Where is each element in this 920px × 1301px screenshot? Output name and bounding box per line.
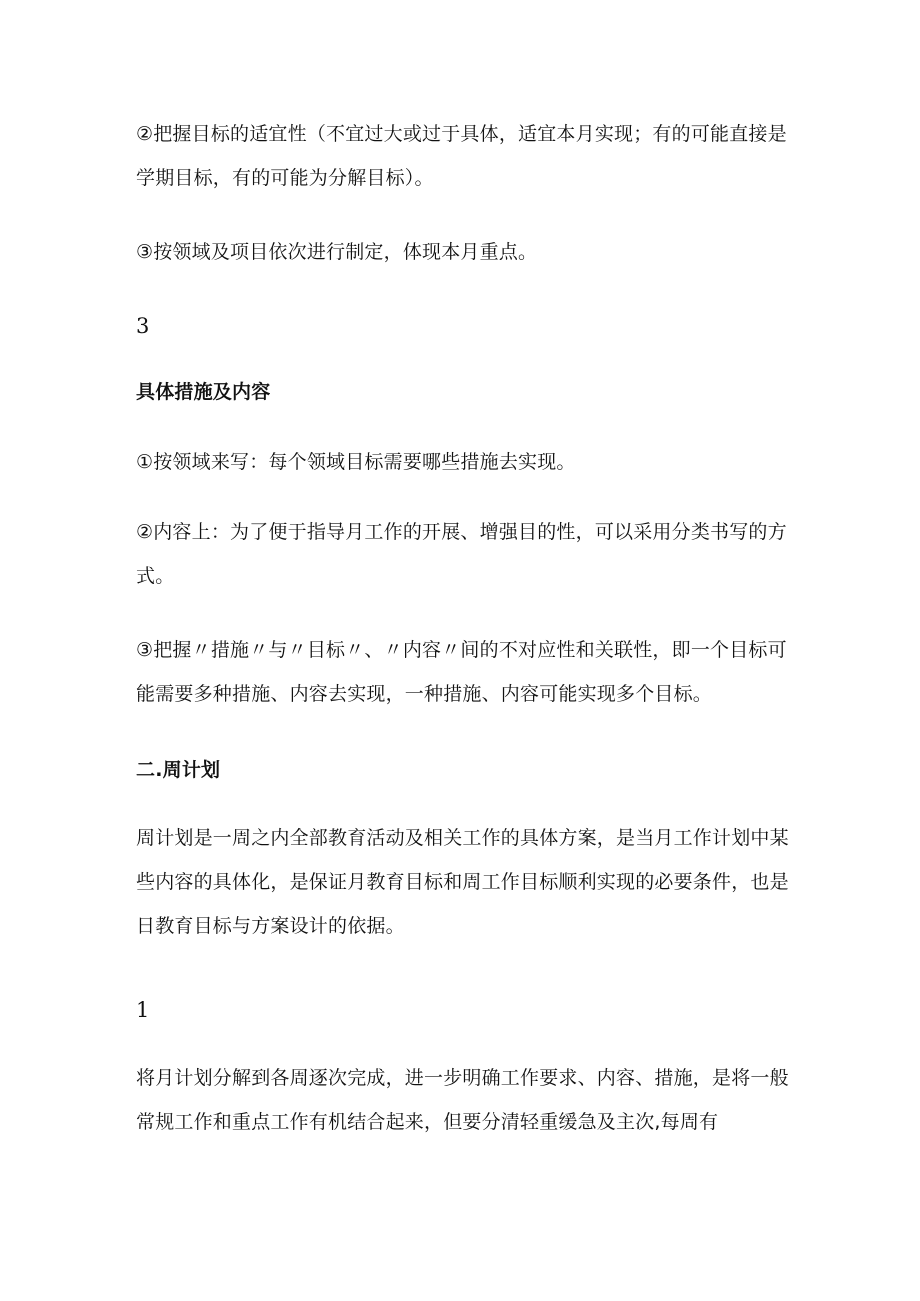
heading-measures-content: 具体措施及内容: [136, 381, 271, 403]
paragraph-domain-order: ③按领域及项目依次进行制定，体现本月重点。: [136, 241, 538, 263]
paragraph-weekly-plan-definition: 周计划是一周之内全部教育活动及相关工作的具体方案，是当月工作计划中某些内容的具体化，是保证月教育目标和周工作目标顺利实现的必要条件，也是日教育目标与方案设计的依据。: [136, 827, 789, 937]
paragraph-goal-suitability: ②把握目标的适宜性（不宜过大或过于具体，适宜本月实现；有的可能直接是学期目标，有的可能为分解目标）。: [136, 123, 787, 189]
paragraph-monthly-breakdown: 将月计划分解到各周逐次完成，进一步明确工作要求、内容、措施，是将一般常规工作和重点工作有机结合起来，但要分清轻重缓急及主次,每周有: [136, 1067, 789, 1133]
section-number-3: 3: [136, 314, 150, 338]
paragraph-by-domain: ①按领域来写：每个领域目标需要哪些措施去实现。: [136, 451, 576, 473]
paragraph-measures-goals-relation: ③把握〃措施〃与〃目标〃、〃内容〃间的不对应性和关联性，即一个目标可能需要多种措施、内容去实现，一种措施、内容可能实现多个目标。: [136, 639, 787, 705]
heading-weekly-plan: 二.周计划: [136, 759, 221, 781]
section-number-1: 1: [136, 998, 150, 1022]
paragraph-content-classification: ②内容上：为了便于指导月工作的开展、增强目的性，可以采用分类书写的方式。: [136, 521, 787, 587]
